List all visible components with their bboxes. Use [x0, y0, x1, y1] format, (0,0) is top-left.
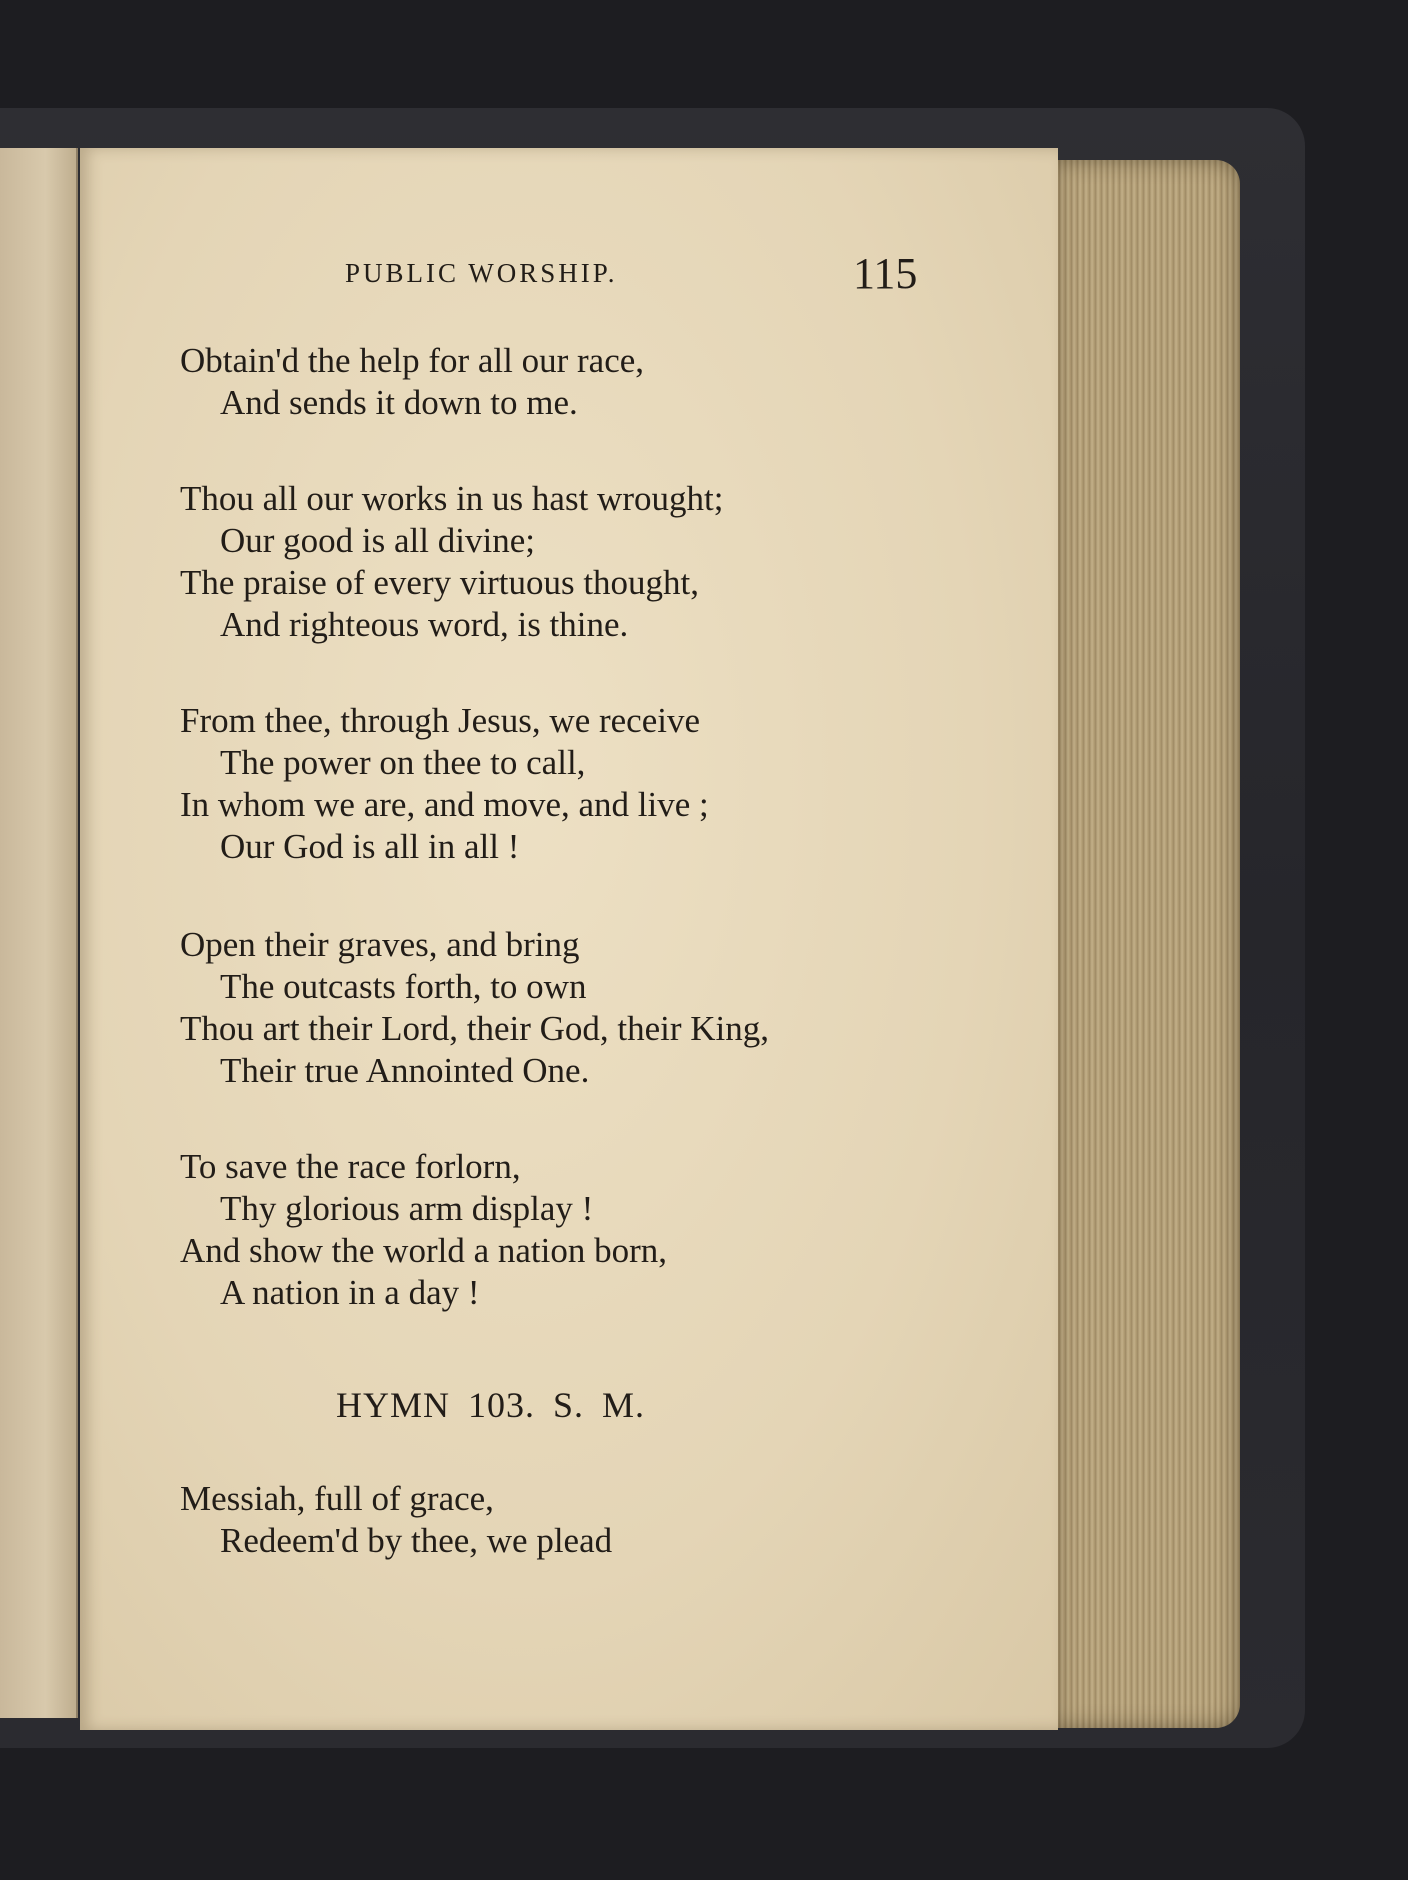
verse-line: Thou all our works in us hast wrought;: [180, 479, 724, 518]
verse-line: Messiah, full of grace,: [180, 1479, 494, 1518]
verse-line: Obtain'd the help for all our race,: [180, 341, 645, 380]
book-page: [80, 148, 1058, 1730]
page-text: [80, 148, 1058, 1730]
verse-line: Thy glorious arm display !: [220, 1189, 594, 1228]
facing-page-edge: [0, 148, 78, 1718]
stanza-4: [180, 924, 769, 1092]
verse-line: Thou art their Lord, their God, their King,: [180, 1009, 770, 1048]
verse-line: From thee, through Jesus, we receive: [180, 701, 700, 740]
hymn-opening-stanza: [180, 1478, 612, 1562]
verse-line: The praise of every virtuous thought,: [180, 563, 700, 602]
verse-line: A nation in a day !: [220, 1273, 480, 1312]
stanza-3: [180, 700, 709, 868]
verse-line: And righteous word, is thine.: [220, 605, 629, 644]
verse-line: Their true Annointed One.: [220, 1051, 590, 1090]
verse-line: And sends it down to me.: [220, 383, 578, 422]
page-number: 115: [853, 249, 918, 298]
verse-line: Open their graves, and bring: [180, 925, 580, 964]
stanza-5: [180, 1146, 667, 1314]
verse-line: The power on thee to call,: [220, 743, 586, 782]
verse-line: Redeem'd by thee, we plead: [220, 1521, 613, 1560]
verse-line: Our good is all divine;: [220, 521, 535, 560]
verse-line: The outcasts forth, to own: [220, 967, 587, 1006]
verse-line: And show the world a nation born,: [180, 1231, 668, 1270]
hymn-title: HYMN 103. S. M.: [336, 1385, 646, 1425]
page-block-edges: [1054, 160, 1240, 1728]
stanza-2: [180, 478, 723, 646]
stanza-1: [180, 340, 644, 424]
running-title: PUBLIC WORSHIP.: [345, 258, 618, 288]
verse-line: To save the race forlorn,: [180, 1147, 521, 1186]
verse-line: Our God is all in all !: [220, 827, 520, 866]
verse-line: In whom we are, and move, and live ;: [180, 785, 709, 824]
